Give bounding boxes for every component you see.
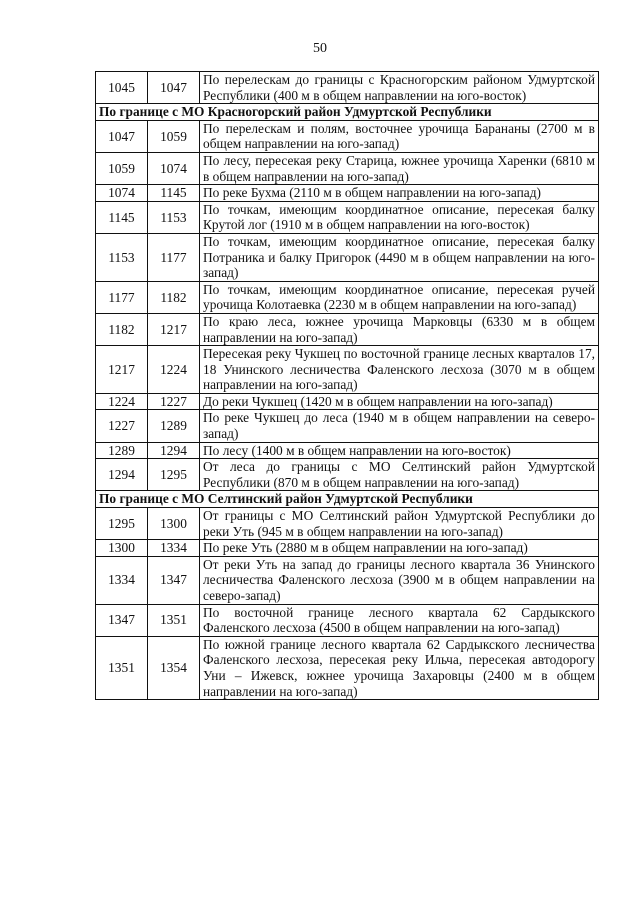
point-to-cell: 1347	[148, 556, 200, 604]
description-cell: По точкам, имеющим координатное описание, пересекая балку Крутой лог (1910 м в общем направлении на юго-восток)	[200, 201, 599, 233]
page-number: 50	[313, 41, 327, 56]
section-header-row	[96, 491, 599, 508]
point-to-cell: 1300	[148, 508, 200, 540]
table-row	[96, 185, 599, 202]
point-from-cell: 1334	[96, 556, 148, 604]
description-cell: От границы с МО Селтинский район Удмуртской Республики до реки Уть (945 м в общем направлении на юго-запад)	[200, 508, 599, 540]
table-row	[96, 459, 599, 491]
table-row	[96, 281, 599, 313]
point-from-cell: 1227	[96, 410, 148, 442]
table-row	[96, 120, 599, 152]
table-row	[96, 346, 599, 394]
description-cell: По лесу, пересекая реку Старица, южнее урочища Харенки (6810 м в общем направлении на юго-запад)	[200, 152, 599, 184]
description-cell: По реке Уть (2880 м в общем направлении на юго-запад)	[200, 540, 599, 557]
point-to-cell: 1289	[148, 410, 200, 442]
point-to-cell: 1227	[148, 393, 200, 410]
description-cell: По южной границе лесного квартала 62 Сардыкского лесничества Фаленского лесхоза, пересекая реку Ильча, пересекая автодорогу Уни – Ижевск, южнее урочища Захаровцы (2400 м в общем направлении на юго-запад)	[200, 636, 599, 699]
point-from-cell: 1074	[96, 185, 148, 202]
point-to-cell: 1351	[148, 604, 200, 636]
point-from-cell: 1294	[96, 459, 148, 491]
point-from-cell: 1182	[96, 313, 148, 345]
point-to-cell: 1145	[148, 185, 200, 202]
point-to-cell: 1047	[148, 72, 200, 104]
table-row	[96, 152, 599, 184]
point-to-cell: 1217	[148, 313, 200, 345]
table-row	[96, 201, 599, 233]
point-to-cell: 1177	[148, 233, 200, 281]
table-row	[96, 442, 599, 459]
description-cell: До реки Чукшец (1420 м в общем направлении на юго-запад)	[200, 393, 599, 410]
point-from-cell: 1289	[96, 442, 148, 459]
point-to-cell: 1334	[148, 540, 200, 557]
section-title: По границе с МО Красногорский район Удмуртской Республики	[96, 104, 599, 121]
table-row	[96, 604, 599, 636]
description-cell: По реке Чукшец до леса (1940 м в общем направлении на северо-запад)	[200, 410, 599, 442]
point-from-cell: 1295	[96, 508, 148, 540]
description-cell: По перелескам до границы с Красногорским районом Удмуртской Республики (400 м в общем направлении на юго-восток)	[200, 72, 599, 104]
point-to-cell: 1354	[148, 636, 200, 699]
point-from-cell: 1217	[96, 346, 148, 394]
point-from-cell: 1059	[96, 152, 148, 184]
table-row	[96, 508, 599, 540]
point-to-cell: 1182	[148, 281, 200, 313]
table-row	[96, 233, 599, 281]
point-from-cell: 1224	[96, 393, 148, 410]
point-to-cell: 1224	[148, 346, 200, 394]
point-from-cell: 1347	[96, 604, 148, 636]
section-header-row	[96, 104, 599, 121]
description-cell: По перелескам и полям, восточнее урочища Барананы (2700 м в общем направлении на юго-запад)	[200, 120, 599, 152]
point-from-cell: 1300	[96, 540, 148, 557]
point-to-cell: 1294	[148, 442, 200, 459]
table-row	[96, 313, 599, 345]
table-row	[96, 636, 599, 699]
table-row	[96, 556, 599, 604]
description-cell: По восточной границе лесного квартала 62 Сардыкского Фаленского лесхоза (4500 в общем направлении на юго-запад)	[200, 604, 599, 636]
point-to-cell: 1059	[148, 120, 200, 152]
point-to-cell: 1295	[148, 459, 200, 491]
description-cell: От реки Уть на запад до границы лесного квартала 36 Унинского лесничества Фаленского лесхоза (3900 м в общем направлении на северо-запад)	[200, 556, 599, 604]
description-cell: По лесу (1400 м в общем направлении на юго-восток)	[200, 442, 599, 459]
boundary-table	[95, 71, 599, 700]
description-cell: По точкам, имеющим координатное описание, пересекая ручей урочища Колотаевка (2230 м в общем направлении на юго-запад)	[200, 281, 599, 313]
boundary-table-body	[96, 72, 599, 700]
description-cell: По точкам, имеющим координатное описание, пересекая балку Потраника и балку Пригорок (4490 м в общем направлении на юго-запад)	[200, 233, 599, 281]
point-to-cell: 1074	[148, 152, 200, 184]
table-row	[96, 72, 599, 104]
table-row	[96, 393, 599, 410]
point-from-cell: 1045	[96, 72, 148, 104]
point-from-cell: 1047	[96, 120, 148, 152]
point-from-cell: 1177	[96, 281, 148, 313]
description-cell: По реке Бухма (2110 м в общем направлении на юго-запад)	[200, 185, 599, 202]
description-cell: Пересекая реку Чукшец по восточной границе лесных кварталов 17, 18 Унинского лесничества Фаленского лесхоза (3070 м в общем направлении на юго-запад)	[200, 346, 599, 394]
point-from-cell: 1153	[96, 233, 148, 281]
description-cell: По краю леса, южнее урочища Марковцы (6330 м в общем направлении на юго-запад)	[200, 313, 599, 345]
point-from-cell: 1145	[96, 201, 148, 233]
section-title: По границе с МО Селтинский район Удмуртской Республики	[96, 491, 599, 508]
point-from-cell: 1351	[96, 636, 148, 699]
table-row	[96, 540, 599, 557]
description-cell: От леса до границы с МО Селтинский район Удмуртской Республики (870 м в общем направлении на юго-запад)	[200, 459, 599, 491]
table-row	[96, 410, 599, 442]
point-to-cell: 1153	[148, 201, 200, 233]
